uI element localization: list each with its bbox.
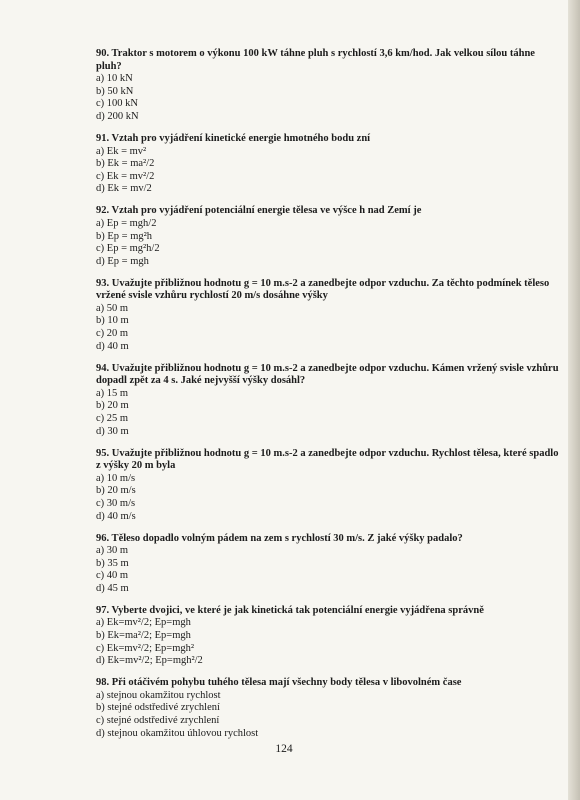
option-b: b) 50 kN xyxy=(96,85,134,97)
option-c: c) 25 m xyxy=(96,413,129,424)
question-text: 98. Při otáčivém pohybu tuhého tělesa mají všechny body tělesa v libovolném čase xyxy=(96,677,462,689)
option-a: a) stejnou okamžitou rychlost xyxy=(96,689,221,701)
option-b: b) 20 m/s xyxy=(96,485,136,497)
option-a: a) 15 m xyxy=(96,387,129,399)
question-91 xyxy=(96,133,562,196)
question-92 xyxy=(96,205,562,268)
option-a: a) 30 m xyxy=(96,545,129,557)
question-text: 95. Uvažujte přibližnou hodnotu g = 10 m.s-2 a zanedbejte odpor vzduchu. Rychlost tělesa, které spadlo z výšky 20 m byla xyxy=(96,447,559,472)
option-c: c) 100 kN xyxy=(96,98,138,110)
option-d: d) 45 m xyxy=(96,582,129,594)
question-text: 91. Vztah pro vyjádření kinetické energie hmotného bodu zní xyxy=(96,132,371,144)
option-d: d) Ek = mv/2 xyxy=(96,183,152,195)
question-text: 92. Vztah pro vyjádření potenciální energie tělesa ve výšce h nad Zemí je xyxy=(96,205,422,217)
option-d: d) 200 kN xyxy=(96,110,139,122)
question-text: 94. Uvažujte přibližnou hodnotu g = 10 m.s-2 a zanedbejte odpor vzduchu. Kámen vržený svisle vzhůru dopadl zpět za 4 s. Jaké nejvyšší výšky dosáhl? xyxy=(96,362,559,387)
option-a: a) Ep = mgh/2 xyxy=(96,217,157,229)
question-93 xyxy=(96,278,562,354)
question-94 xyxy=(96,363,562,439)
option-c: c) Ek = mv²/2 xyxy=(96,170,155,182)
question-98 xyxy=(96,677,562,740)
question-90 xyxy=(96,48,562,124)
option-b: b) Ek=ma²/2; Ep=mgh xyxy=(96,630,191,642)
page-edge-shadow xyxy=(568,0,580,800)
option-b: b) 10 m xyxy=(96,315,129,327)
option-c: c) Ep = mg²h/2 xyxy=(96,243,160,255)
option-c: c) 40 m xyxy=(96,570,129,582)
question-text: 96. Těleso dopadlo volným pádem na zem s rychlostí 30 m/s. Z jaké výšky padalo? xyxy=(96,532,463,544)
question-text: 97. Vyberte dvojici, ve které je jak kinetická tak potenciální energie vyjádřena správně xyxy=(96,604,484,616)
option-b: b) Ek = ma²/2 xyxy=(96,158,155,170)
option-d: d) Ek=mv²/2; Ep=mgh²/2 xyxy=(96,655,203,667)
question-text: 93. Uvažujte přibližnou hodnotu g = 10 m.s-2 a zanedbejte odpor vzduchu. Za těchto podmínek těleso vržené svisle vzhůru rychlostí 20 m/s dosáhne výšky xyxy=(96,277,550,302)
page-number: 124 xyxy=(275,743,293,755)
option-a: a) 50 m xyxy=(96,302,129,314)
question-97 xyxy=(96,605,562,668)
option-c: c) 20 m xyxy=(96,328,129,340)
question-96 xyxy=(96,533,562,596)
option-b: b) 35 m xyxy=(96,557,129,569)
option-c: c) 30 m/s xyxy=(96,497,136,509)
option-d: d) stejnou okamžitou úhlovou rychlost xyxy=(96,727,259,739)
option-d: d) 30 m xyxy=(96,425,129,437)
option-a: a) 10 m/s xyxy=(96,472,136,484)
option-c: c) stejné odstředivé zrychlení xyxy=(96,715,220,727)
option-b: b) 20 m xyxy=(96,400,129,412)
option-a: a) 10 kN xyxy=(96,73,133,85)
option-b: b) stejné odstředivé zrychlení xyxy=(96,702,220,714)
option-c: c) Ek=mv²/2; Ep=mgh² xyxy=(96,642,195,654)
option-d: d) 40 m xyxy=(96,340,129,352)
question-95 xyxy=(96,448,562,524)
option-b: b) Ep = mg²h xyxy=(96,230,153,242)
question-text: 90. Traktor s motorem o výkonu 100 kW táhne pluh s rychlostí 3,6 km/hod. Jak velkou sílou táhne pluh? xyxy=(96,48,535,72)
option-d: d) Ep = mgh xyxy=(96,255,149,267)
option-d: d) 40 m/s xyxy=(96,510,136,522)
question-list xyxy=(96,48,562,750)
option-a: a) Ek = mv² xyxy=(96,145,147,157)
option-a: a) Ek=mv²/2; Ep=mgh xyxy=(96,617,191,629)
